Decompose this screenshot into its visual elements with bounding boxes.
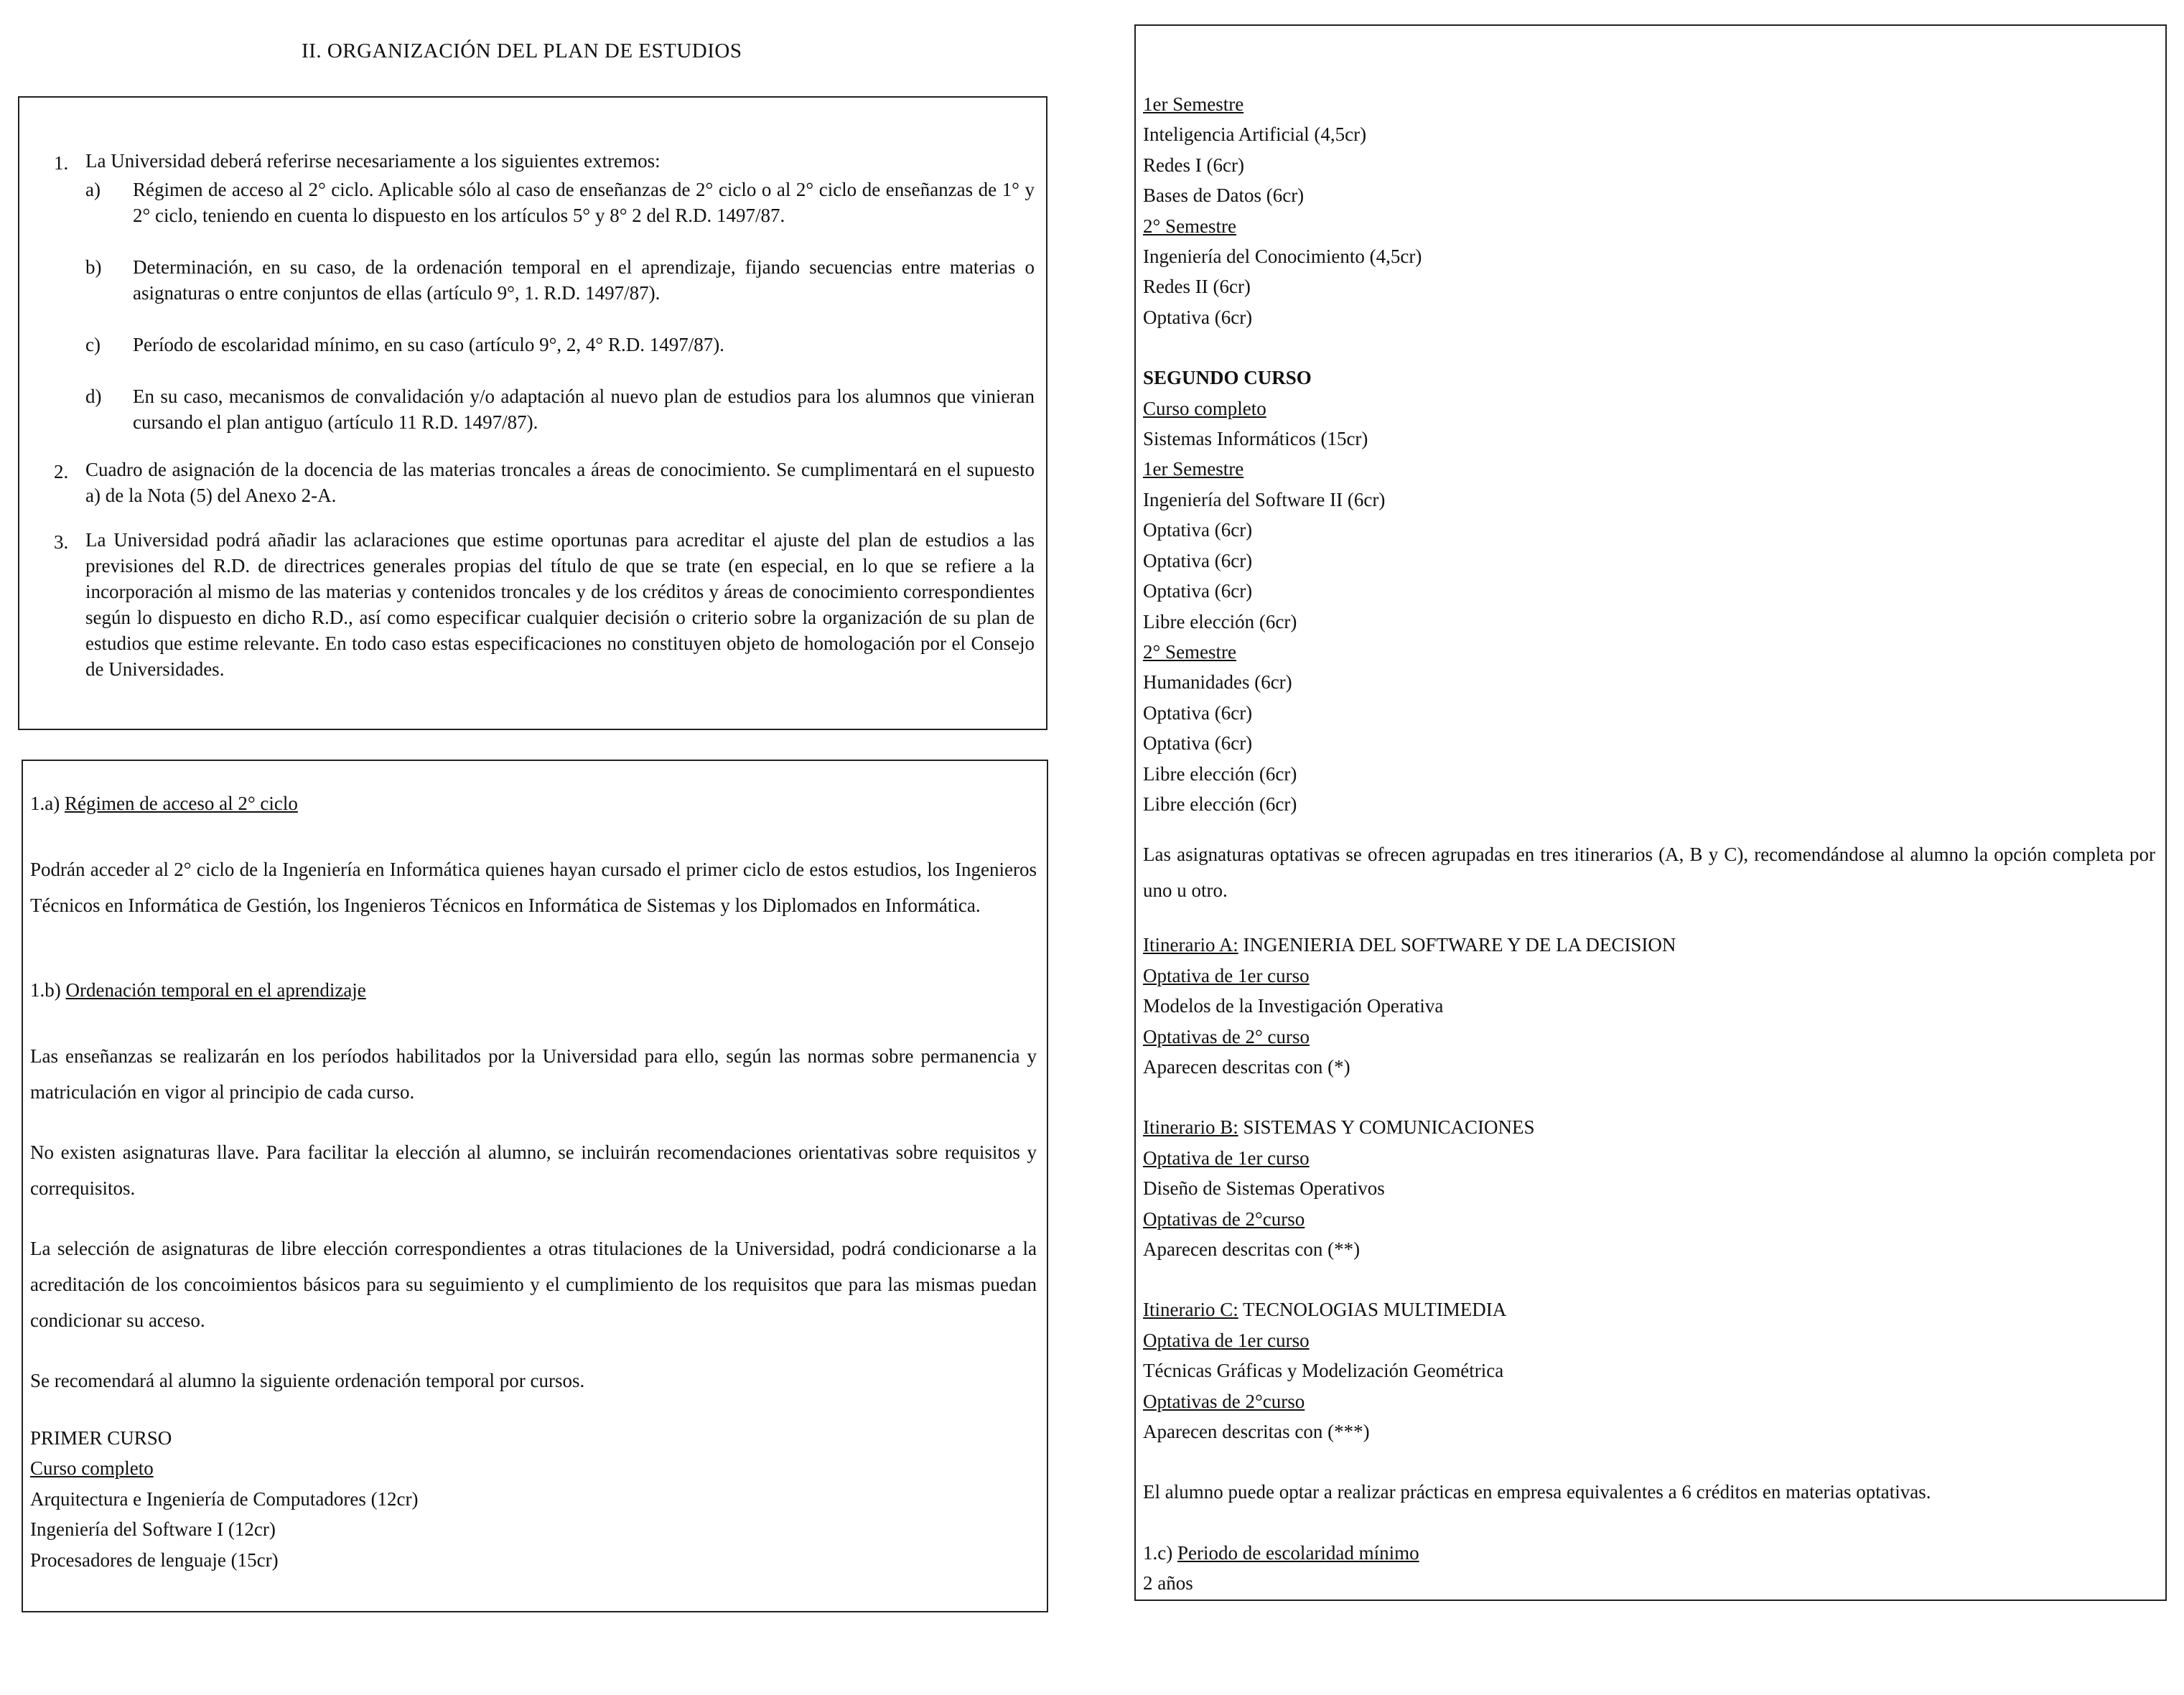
section-c-title: Periodo de escolaridad mínimo (1177, 1541, 1419, 1564)
section-a-prefix: 1.a) (30, 793, 60, 814)
itinerario-heading (1143, 1112, 2155, 1142)
optativas-paragraph: Las asignaturas optativas se ofrecen agrupadas en tres itinerarios (A, B y C), recomendándose al alumno la opción completa por uno u otro. (1143, 844, 2155, 902)
section-b-heading (30, 975, 1037, 1005)
primer-curso-subheading: Curso completo (30, 1457, 154, 1480)
spacer (1143, 819, 2155, 836)
optativa-1-course: Diseño de Sistemas Operativos (1143, 1177, 1385, 1200)
itinerario-name: TECNOLOGIAS MULTIMEDIA (1242, 1299, 1507, 1321)
itinerario-a (1143, 930, 2155, 1082)
subitem-letter: b) (85, 256, 102, 278)
primer-curso-heading: PRIMER CURSO (30, 1427, 172, 1449)
optativa-1-heading: Optativa de 1er curso (1143, 964, 1310, 986)
course-item: Optativa (6cr) (1143, 549, 1253, 571)
subitem-letter: c) (85, 334, 101, 355)
subitem-text: Régimen de acceso al 2° ciclo. Aplicable sólo al caso de enseñanzas de 2° ciclo o al 2° ciclo de enseñanzas de 1° y 2° ciclo, teniendo en cuenta lo dispuesto en los artículos 5° y 8° 2 del R.D. 1497/87. (133, 179, 1035, 226)
instruction-subitem-c (85, 332, 1035, 358)
optativa-1-heading: Optativa de 1er curso (1143, 1329, 1310, 1351)
subitem-letter: a) (85, 179, 101, 200)
itinerario-label: Itinerario B: (1143, 1116, 1238, 1139)
optativa-2-text: Aparecen descritas con (*) (1143, 1055, 1350, 1078)
instruction-number: 3. (54, 531, 69, 553)
subitem-text: En su caso, mecanismos de convalidación y/o adaptación al nuevo plan de estudios para los alumnos que vinieran cursando el plan antiguo (artículo 11 R.D. 1497/87). (133, 386, 1035, 433)
segundo-curso-heading: SEGUNDO CURSO (1143, 367, 1312, 389)
course-item: Libre elección (6cr) (1143, 762, 1297, 785)
course-item: Optativa (6cr) (1143, 580, 1253, 602)
subitem-text: Determinación, en su caso, de la ordenación temporal en el aprendizaje, fijando secuencias entre materias o asignaturas o entre conjuntos de ellas (artículo 9°, 1. R.D. 1497/87). (133, 256, 1035, 304)
course-item: Redes I (6cr) (1143, 154, 1244, 176)
optativa-1-course: Técnicas Gráficas y Modelización Geométrica (1143, 1360, 1504, 1382)
instruction-text: La Universidad podrá añadir las aclaraciones que estime oportunas para acreditar el ajuste del plan de estudios a las previsiones del R.D. de directrices generales propias del título de que se trate (en especial, en lo que se refiere a la incorporación al mismo de las materias y contenidos troncales y de los créditos y áreas de conocimiento correspondientes según lo dispuesto en dicho R.D., así como especificar cualquier decisión o criterio sobre la organización de su plan de estudios que estime relevante. En todo caso estas especificaciones no constituyen objeto de homologación por el Consejo de Universidades. (85, 529, 1035, 680)
course-item: Inteligencia Artificial (4,5cr) (1143, 123, 1367, 146)
segundo-curso-full-heading: Curso completo (1143, 397, 1266, 419)
instruction-body (85, 148, 1035, 438)
instruction-subitem-b (85, 254, 1035, 306)
section-b-paragraph-2: No existen asignaturas llave. Para facilitar la elección al alumno, se incluirán recomendaciones orientativas sobre requisitos y correquisitos. (30, 1141, 1037, 1199)
optativa-2-text: Aparecen descritas con (**) (1143, 1238, 1361, 1260)
practicas-text: El alumno puede optar a realizar prácticas en empresa equivalentes a 6 créditos en materias optativas. (1143, 1481, 1931, 1503)
optativa-2-heading: Optativas de 2°curso (1143, 1208, 1305, 1230)
course-item: Bases de Datos (6cr) (1143, 185, 1305, 207)
itinerario-label: Itinerario A: (1143, 934, 1238, 956)
instructions-list (54, 148, 1035, 682)
section-a-text: Podrán acceder al 2° ciclo de la Ingeniería en Informática quienes hayan cursado el primer ciclo de estos estudios, los Ingenieros Técnicos en Informática de Gestión, los Ingenieros Técnicos en Informática de Sistemas y los Diplomados en Informática. (30, 859, 1037, 916)
instruction-number: 1. (54, 152, 69, 174)
optativa-2-text: Aparecen descritas con (***) (1143, 1421, 1370, 1443)
course-item: Procesadores de lenguaje (15cr) (30, 1549, 279, 1571)
itinerario-label: Itinerario C: (1143, 1299, 1238, 1321)
section-b-title: Ordenación temporal en el aprendizaje (65, 979, 366, 1001)
section-b-paragraph-3: La selección de asignaturas de libre elección correspondientes a otras titulaciones de la Universidad, podrá condicionarse a la acreditación de los concoimientos básicos para su seguimiento y el cumplimiento de los requisitos que para las mismas puedan condicionar su acceso. (30, 1238, 1037, 1331)
course-item: Libre elección (6cr) (1143, 610, 1297, 632)
instruction-number: 2. (54, 461, 69, 482)
section-a-title: Régimen de acceso al 2° ciclo (64, 793, 298, 814)
right-column-box (1134, 24, 2167, 1601)
segundo-semester-2-heading: 2° Semestre (1143, 640, 1237, 663)
primer-curso-block (30, 1423, 1037, 1575)
semester-1-heading: 1er Semestre (1143, 93, 1244, 115)
course-item: Optativa (6cr) (1143, 306, 1253, 328)
instruction-subitem-a (85, 177, 1035, 228)
spacer (1143, 332, 2155, 363)
section-c-value: 2 años (1143, 1572, 1193, 1594)
instruction-text: La Universidad deberá referirse necesariamente a los siguientes extremos: (85, 150, 661, 172)
page-title: II. ORGANIZACIÓN DEL PLAN DE ESTUDIOS (302, 39, 742, 62)
subitem-text: Período de escolaridad mínimo, en su caso (artículo 9°, 2, 4° R.D. 1497/87). (133, 334, 724, 355)
course-item: Optativa (6cr) (1143, 701, 1253, 724)
itinerario-name: SISTEMAS Y COMUNICACIONES (1243, 1116, 1535, 1139)
section-c-prefix: 1.c) (1143, 1541, 1173, 1564)
instruction-item-2 (54, 457, 1035, 508)
course-item: Ingeniería del Conocimiento (4,5cr) (1143, 246, 1422, 268)
details-box (22, 760, 1048, 1612)
optativa-2-heading: Optativas de 2° curso (1143, 1025, 1310, 1047)
itinerario-c (1143, 1294, 2155, 1447)
instruction-text: Cuadro de asignación de la docencia de las materias troncales a áreas de conocimiento. Se cumplimentará en el supuesto a) de la Nota (5) del Anexo 2-A. (85, 459, 1035, 506)
course-item: Libre elección (6cr) (1143, 793, 1297, 815)
section-b-prefix: 1.b) (30, 979, 61, 1001)
instruction-item-3 (54, 527, 1035, 682)
course-item: Ingeniería del Software II (6cr) (1143, 488, 1386, 510)
course-item: Optativa (6cr) (1143, 519, 1253, 541)
course-item: Humanidades (6cr) (1143, 671, 1292, 694)
course-item: Redes II (6cr) (1143, 276, 1251, 298)
course-item: Optativa (6cr) (1143, 732, 1253, 755)
course-item: Ingeniería del Software I (12cr) (30, 1518, 276, 1541)
course-item: Sistemas Informáticos (15cr) (1143, 428, 1368, 450)
instruction-sublist (85, 177, 1035, 435)
optativa-1-course: Modelos de la Investigación Operativa (1143, 995, 1444, 1017)
itinerario-name: INGENIERIA DEL SOFTWARE Y DE LA DECISION (1243, 934, 1676, 956)
section-b-paragraph-1: Las enseñanzas se realizarán en los períodos habilitados por la Universidad para ello, según las normas sobre permanencia y matriculación en vigor al principio de cada curso. (30, 1045, 1037, 1103)
instruction-subitem-d (85, 383, 1035, 435)
optativa-2-heading: Optativas de 2°curso (1143, 1390, 1305, 1412)
section-b-paragraph-4: Se recomendará al alumno la siguiente ordenación temporal por cursos. (30, 1370, 585, 1391)
segundo-semester-1-heading: 1er Semestre (1143, 458, 1244, 480)
course-item: Arquitectura e Ingeniería de Computadores (12cr) (30, 1488, 419, 1510)
optativa-1-heading: Optativa de 1er curso (1143, 1147, 1310, 1169)
itinerario-heading (1143, 930, 2155, 960)
section-a-heading (30, 788, 1037, 818)
itinerario-heading (1143, 1294, 2155, 1325)
semester-2-heading: 2° Semestre (1143, 215, 1237, 237)
section-c-heading (1143, 1538, 2155, 1568)
instruction-item-1 (54, 148, 1035, 438)
instructions-box (18, 96, 1047, 730)
subitem-letter: d) (85, 386, 102, 407)
itinerario-b (1143, 1112, 2155, 1264)
